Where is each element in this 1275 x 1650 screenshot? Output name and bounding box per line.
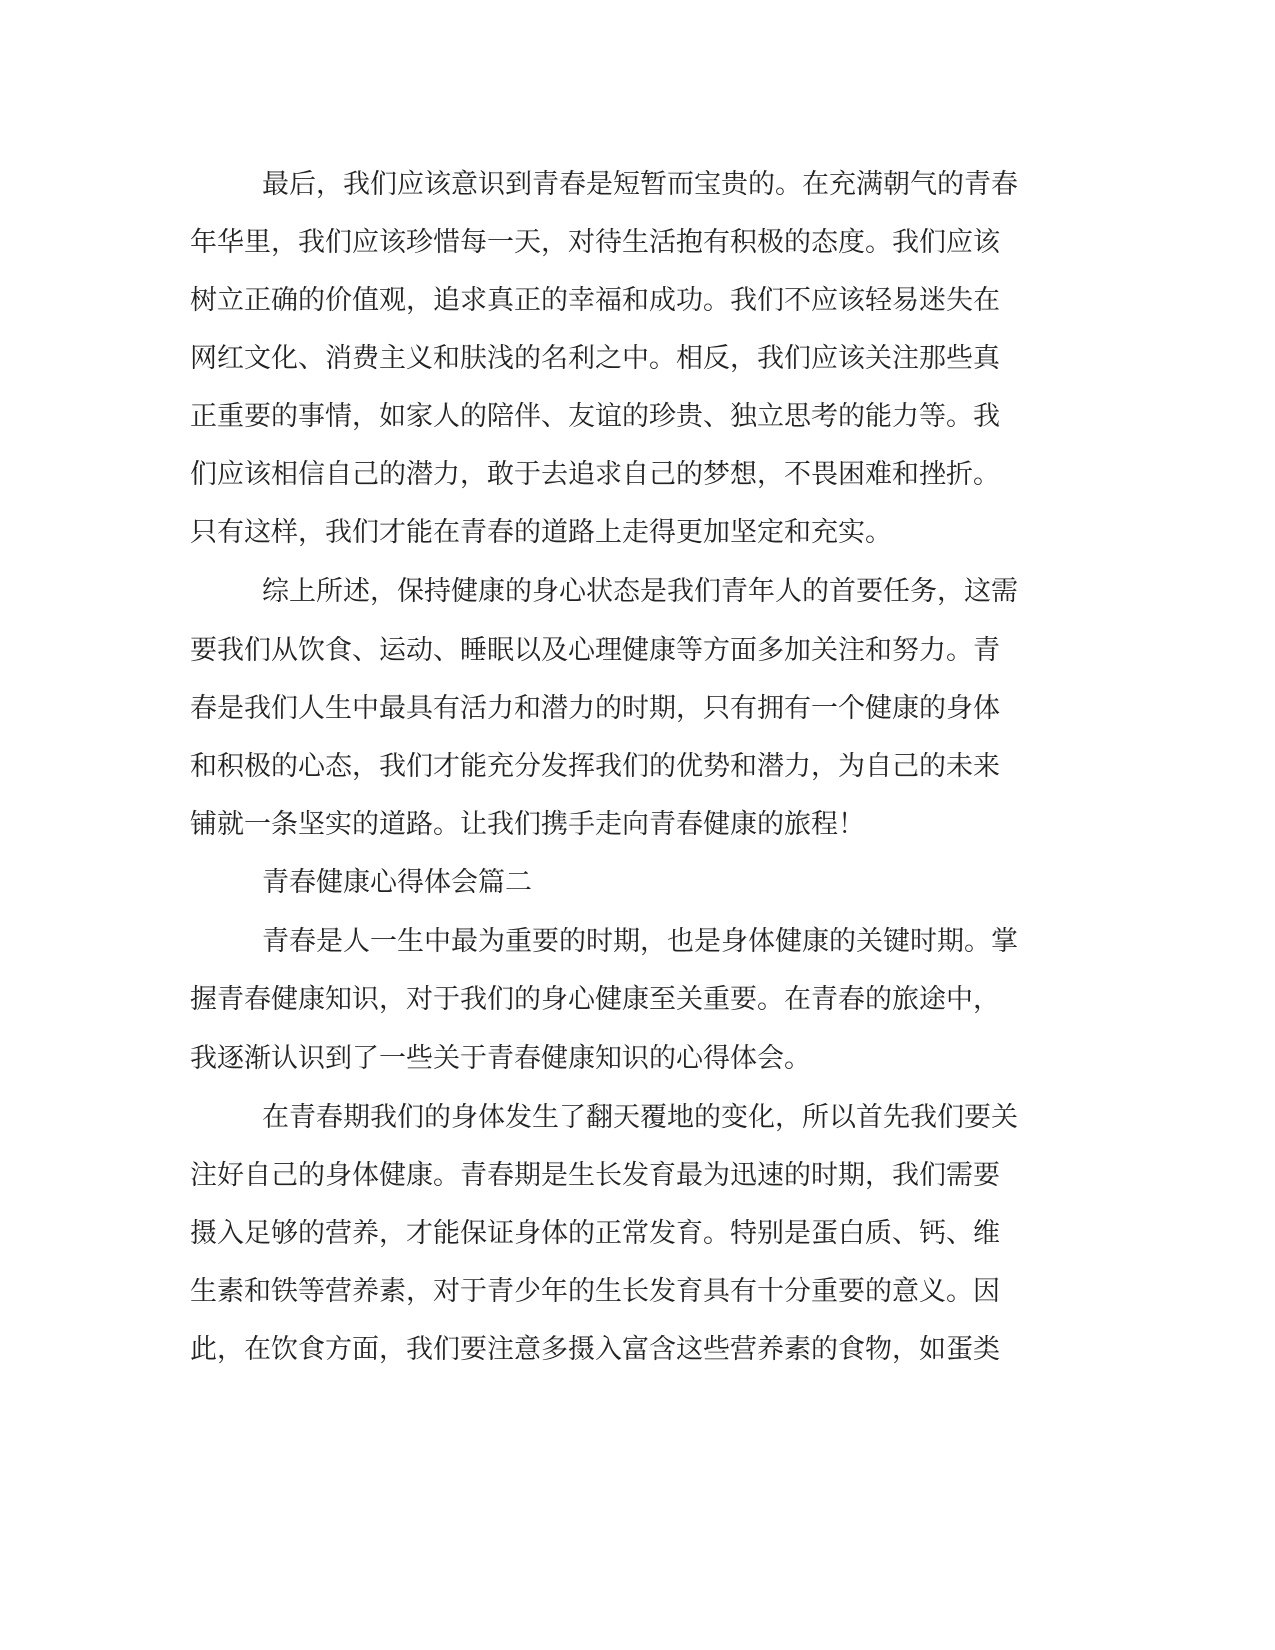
text-line: 综上所述，保持健康的身心状态是我们青年人的首要任务，这需 bbox=[262, 576, 1018, 607]
text-line: 年华里，我们应该珍惜每一天，对待生活抱有积极的态度。我们应该 bbox=[190, 227, 1000, 258]
text-line: 此，在饮食方面，我们要注意多摄入富含这些营养素的食物，如蛋类 bbox=[190, 1334, 1000, 1365]
text-line: 们应该相信自己的潜力，敢于去追求自己的梦想，不畏困难和挫折。 bbox=[190, 459, 1000, 490]
text-line: 最后，我们应该意识到青春是短暂而宝贵的。在充满朝气的青春 bbox=[262, 169, 1018, 200]
text-line: 铺就一条坚实的道路。让我们携手走向青春健康的旅程！ bbox=[190, 809, 865, 840]
text-line: 摄入足够的营养，才能保证身体的正常发育。特别是蛋白质、钙、维 bbox=[190, 1218, 1000, 1249]
text-line: 我逐渐认识到了一些关于青春健康知识的心得体会。 bbox=[190, 1043, 811, 1074]
text-line: 春是我们人生中最具有活力和潜力的时期，只有拥有一个健康的身体 bbox=[190, 693, 1000, 724]
text-line: 网红文化、消费主义和肤浅的名利之中。相反，我们应该关注那些真 bbox=[190, 343, 1000, 374]
text-line: 要我们从饮食、运动、睡眠以及心理健康等方面多加关注和努力。青 bbox=[190, 635, 1000, 666]
text-line: 注好自己的身体健康。青春期是生长发育最为迅速的时期，我们需要 bbox=[190, 1160, 1000, 1191]
text-line: 正重要的事情，如家人的陪伴、友谊的珍贵、独立思考的能力等。我 bbox=[190, 401, 1000, 432]
text-line: 在青春期我们的身体发生了翻天覆地的变化，所以首先我们要关 bbox=[262, 1102, 1018, 1133]
text-line: 和积极的心态，我们才能充分发挥我们的优势和潜力，为自己的未来 bbox=[190, 751, 1000, 782]
section-heading: 青春健康心得体会篇二 bbox=[262, 867, 532, 898]
text-line: 只有这样，我们才能在青春的道路上走得更加坚定和充实。 bbox=[190, 517, 892, 548]
text-line: 握青春健康知识，对于我们的身心健康至关重要。在青春的旅途中， bbox=[190, 984, 1000, 1015]
text-line: 生素和铁等营养素，对于青少年的生长发育具有十分重要的意义。因 bbox=[190, 1276, 1000, 1307]
text-line: 青春是人一生中最为重要的时期，也是身体健康的关键时期。掌 bbox=[262, 926, 1018, 957]
text-line: 树立正确的价值观，追求真正的幸福和成功。我们不应该轻易迷失在 bbox=[190, 285, 1000, 316]
